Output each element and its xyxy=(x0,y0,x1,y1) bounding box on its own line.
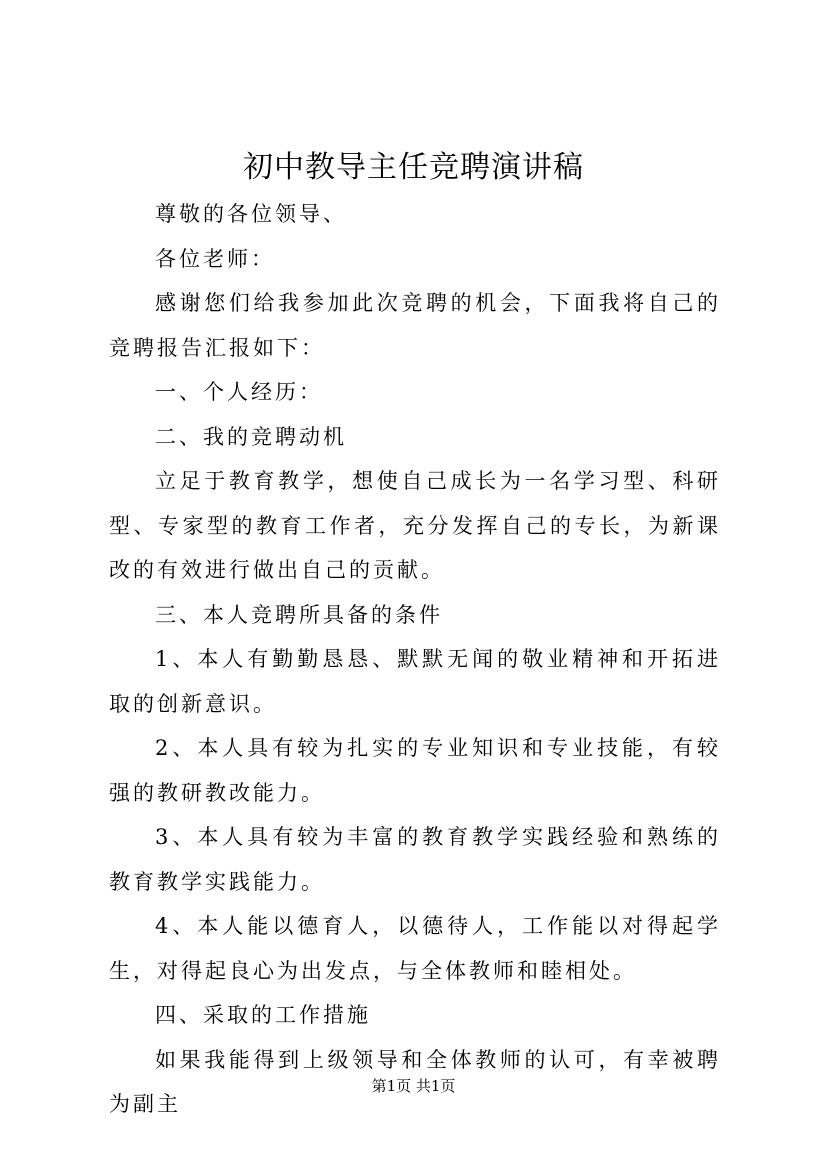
page-footer: 第1页 共1页 xyxy=(371,1077,456,1095)
paragraph-motivation: 立足于教育教学，想使自己成长为一名学习型、科研型、专家型的教育工作者，充分发挥自己的专长，为新课改的有效进行做出自己的贡献。 xyxy=(109,469,721,582)
section-heading-1: 一、个人经历： xyxy=(155,380,323,404)
document-body xyxy=(109,192,721,1127)
paragraph-condition-4: 4、本人能以德育人，以德待人，工作能以对得起学生，对得起良心为出发点，与全体教师和睦相处。 xyxy=(109,914,721,983)
paragraph-salutation-2: 各位老师： xyxy=(155,246,275,271)
paragraph-condition-1: 1、本人有勤勤恳恳、默默无闻的敬业精神和开拓进取的创新意识。 xyxy=(109,647,721,716)
section-heading-4: 四、采取的工作措施 xyxy=(155,1003,371,1027)
paragraph-measures: 如果我能得到上级领导和全体教师的认可，有幸被聘为副主 xyxy=(109,1047,721,1116)
paragraph-condition-2: 2、本人具有较为扎实的专业知识和专业技能，有较强的教研教改能力。 xyxy=(109,736,721,805)
section-heading-3: 三、本人竞聘所具备的条件 xyxy=(155,602,443,627)
document-title: 初中教导主任竞聘演讲稿 xyxy=(243,150,584,185)
paragraph-intro: 感谢您们给我参加此次竞聘的机会，下面我将自己的竞聘报告汇报如下： xyxy=(109,291,721,360)
paragraph-salutation-1: 尊敬的各位领导、 xyxy=(155,202,347,226)
section-heading-2: 二、我的竞聘动机 xyxy=(155,424,347,449)
paragraph-condition-3: 3、本人具有较为丰富的教育教学实践经验和熟练的教育教学实践能力。 xyxy=(109,825,721,894)
